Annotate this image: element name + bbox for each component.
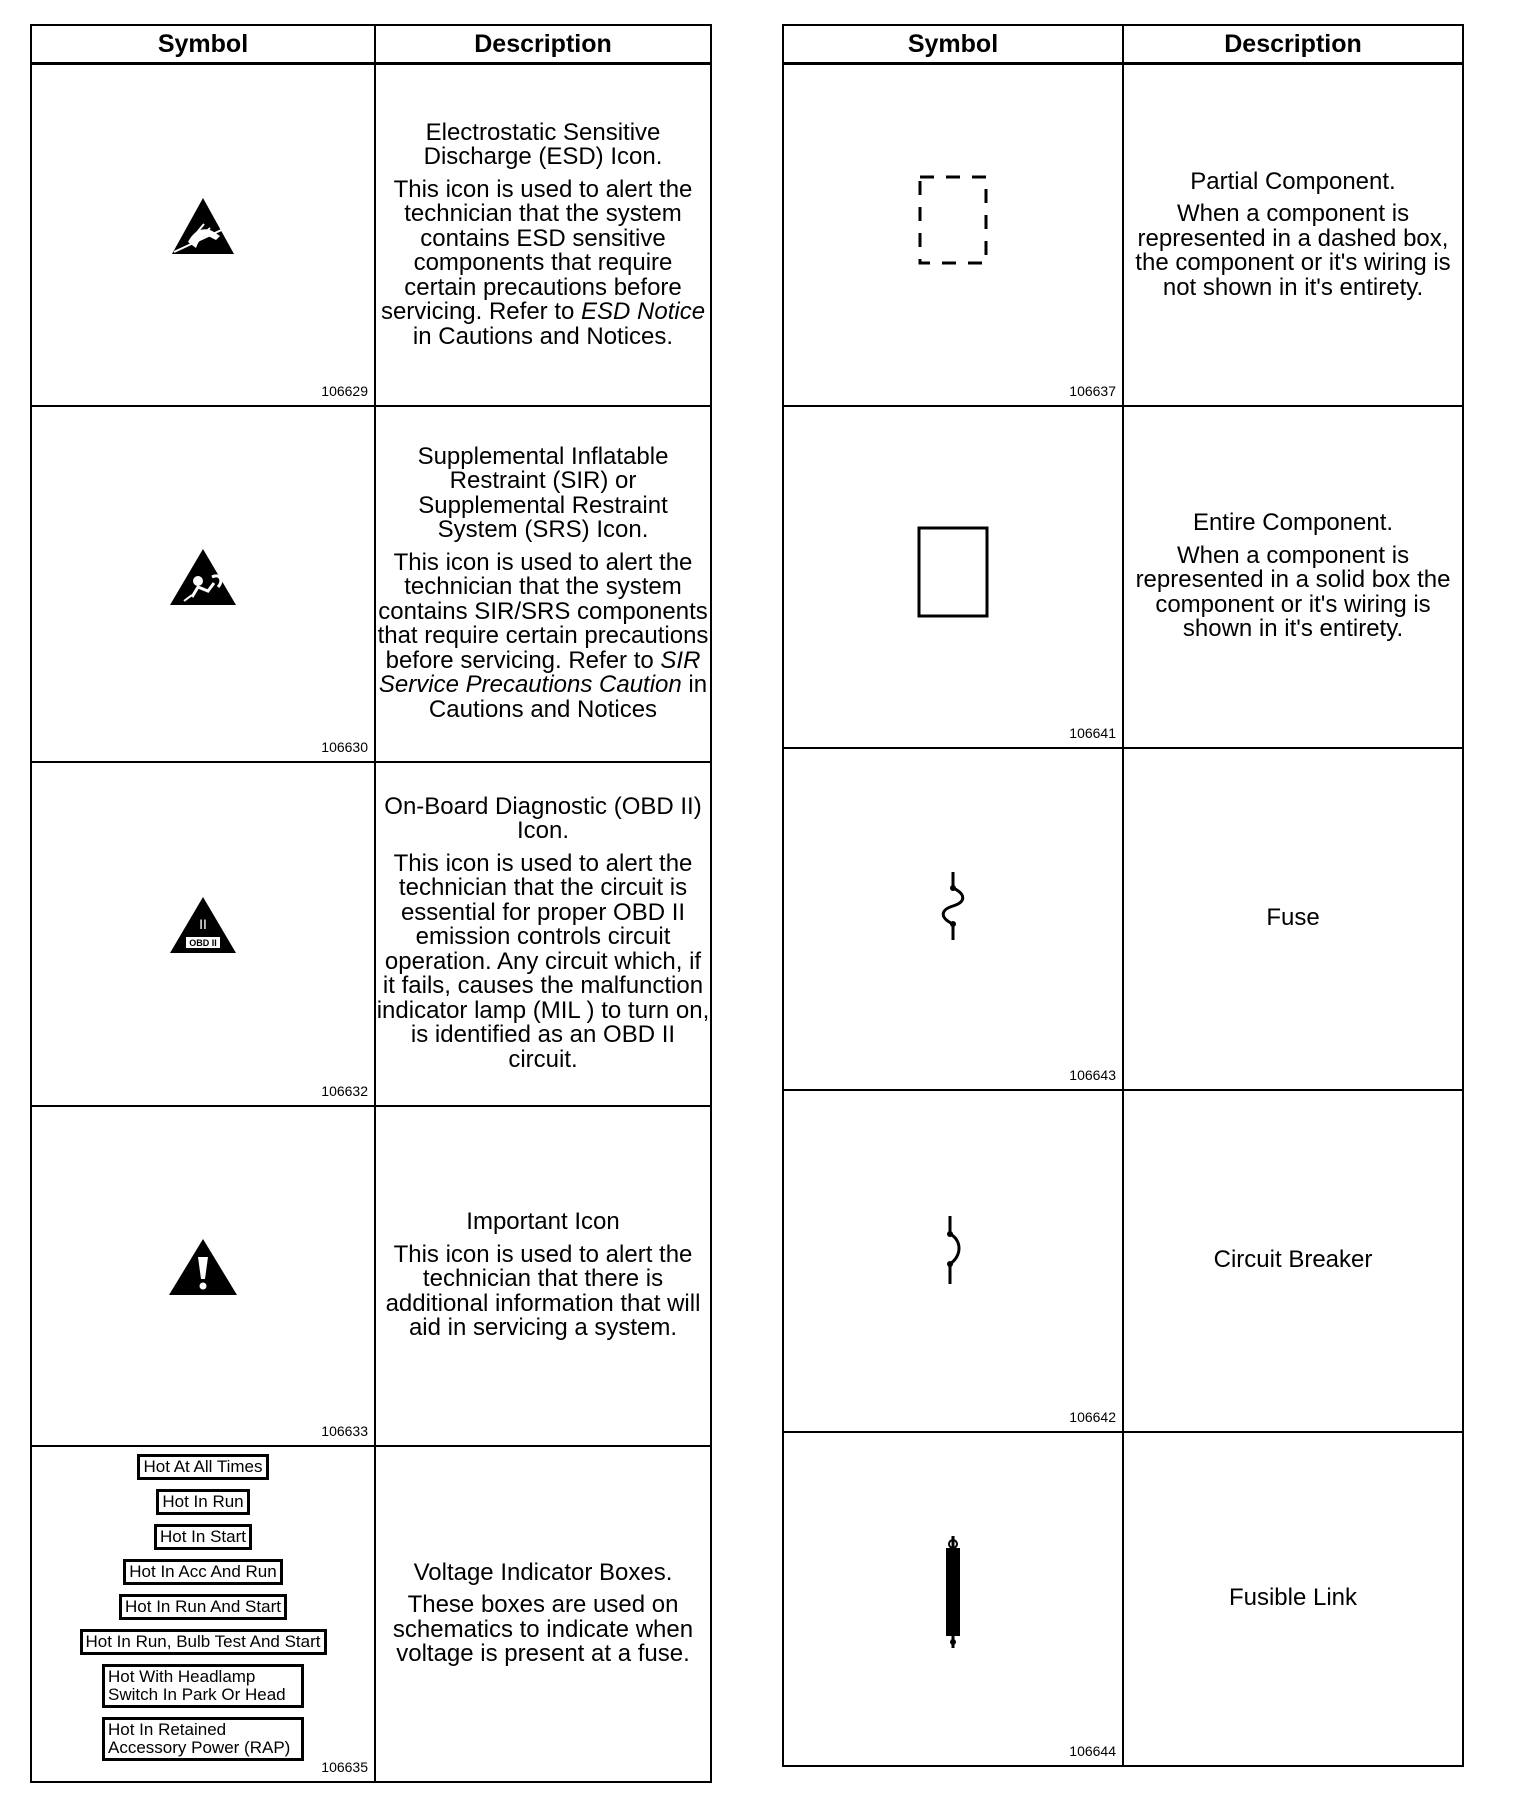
- description-body: These boxes are used on schematics to indicate when voltage is present at a fuse.: [392, 1591, 694, 1667]
- voltage-indicator-boxes: [32, 1450, 374, 1777]
- sir-airbag-triangle-icon: [168, 547, 238, 607]
- description-title: Electrostatic Sensitive Discharge (ESD) Icon.: [423, 118, 663, 170]
- table-row: [783, 64, 1463, 406]
- figure-reference-number: 106642: [1069, 1408, 1116, 1425]
- important-exclamation-triangle-icon: [167, 1237, 239, 1297]
- fuse-symbol-icon: [938, 870, 968, 942]
- description-column-header: Description: [375, 25, 711, 64]
- description-body: This icon is used to alert the technician that the circuit is essential for proper OBD II emission controls circuit operation. Any circuit which, if it fails, causes the malfunction indicator lamp (MIL ) to turn on, is identified as an OBD II circuit.: [376, 849, 710, 1073]
- description-title: Partial Component.: [1190, 167, 1396, 195]
- description-body: This icon is used to alert the technician that the system contains SIR/SRS components that require certain precautions before servicing. Refer to SIR Service Precautions Caution in Cautions and Notices: [377, 548, 709, 723]
- figure-reference-number: 106644: [1069, 1742, 1116, 1759]
- left-symbol-table: [30, 24, 712, 1783]
- table-row: [783, 406, 1463, 748]
- symbol-cell: [783, 406, 1123, 748]
- symbol-column-header: Symbol: [783, 25, 1123, 64]
- figure-reference-number: 106629: [321, 382, 368, 399]
- voltage-box: Hot At All Times: [137, 1454, 268, 1480]
- solid-box-icon: [917, 526, 989, 618]
- table-row: [783, 1432, 1463, 1766]
- voltage-box: Hot In Run, Bulb Test And Start: [80, 1629, 327, 1655]
- figure-reference-number: 106637: [1069, 382, 1116, 399]
- table-row: [783, 748, 1463, 1090]
- description-cell: [1123, 406, 1463, 748]
- description-cell: [375, 1446, 711, 1782]
- description-body: This icon is used to alert the technician that there is additional information that will aid in servicing a system.: [385, 1240, 701, 1342]
- voltage-box: Hot With Headlamp Switch In Park Or Head: [102, 1664, 304, 1708]
- description-body: When a component is represented in a solid box the component or it's wiring is shown in it's entirety.: [1135, 541, 1451, 643]
- figure-reference-number: 106641: [1069, 724, 1116, 741]
- description-cell: [1123, 64, 1463, 406]
- description-body: This icon is used to alert the technician that the system contains ESD sensitive components that require certain precautions before servicing. Refer to ESD Notice in Cautions and Notices.: [380, 175, 706, 350]
- description-title: Fuse: [1266, 904, 1320, 932]
- dashed-box-icon: [917, 174, 989, 266]
- esd-hand-triangle-icon: [170, 196, 236, 256]
- description-title: Fusible Link: [1228, 1584, 1358, 1612]
- table-row: [31, 762, 711, 1106]
- figure-reference-number: 106633: [321, 1422, 368, 1439]
- table-row: [31, 64, 711, 406]
- obd-icon-numeral: II: [199, 916, 207, 932]
- voltage-box: Hot In Run: [156, 1489, 249, 1515]
- description-cell: [1123, 748, 1463, 1090]
- voltage-box: Hot In Start: [154, 1524, 252, 1550]
- obd-ii-triangle-icon: [168, 895, 238, 955]
- description-title: On-Board Diagnostic (OBD II) Icon.: [384, 792, 702, 845]
- symbol-cell: [31, 406, 375, 762]
- description-cell: [375, 406, 711, 762]
- description-column-header: Description: [1123, 25, 1463, 64]
- obd-icon-label: OBD II: [189, 938, 217, 948]
- symbol-column-header: Symbol: [31, 25, 375, 64]
- description-cell: [375, 762, 711, 1106]
- description-title: Supplemental Inflatable Restraint (SIR) or Supplemental Restraint System (SRS) Icon.: [417, 442, 669, 544]
- fusible-link-symbol-icon: [938, 1534, 968, 1650]
- table-row: [31, 406, 711, 762]
- left-table-header-row: [31, 25, 711, 64]
- right-table-header-row: [783, 25, 1463, 64]
- symbol-cell: [783, 64, 1123, 406]
- table-row: [31, 1106, 711, 1446]
- symbol-cell: [31, 1106, 375, 1446]
- symbol-cell: [783, 1432, 1123, 1766]
- description-title: Important Icon: [466, 1208, 620, 1236]
- figure-reference-number: 106635: [321, 1758, 368, 1775]
- description-cell: [375, 1106, 711, 1446]
- figure-reference-number: 106630: [321, 738, 368, 755]
- circuit-breaker-symbol-icon: [938, 1214, 968, 1286]
- description-cell: [1123, 1432, 1463, 1766]
- voltage-box: Hot In Retained Accessory Power (RAP): [102, 1717, 304, 1761]
- right-symbol-table: [782, 24, 1464, 1767]
- symbol-cell: [783, 1090, 1123, 1432]
- description-title: Voltage Indicator Boxes.: [413, 1558, 673, 1586]
- table-row: [783, 1090, 1463, 1432]
- symbol-cell: [783, 748, 1123, 1090]
- description-body: When a component is represented in a dashed box, the component or it's wiring is not shown in it's entirety.: [1135, 200, 1451, 301]
- figure-reference-number: 106643: [1069, 1066, 1116, 1083]
- description-title: Entire Component.: [1192, 509, 1394, 537]
- description-title: Circuit Breaker: [1213, 1246, 1373, 1274]
- table-row: [31, 1446, 711, 1782]
- figure-reference-number: 106632: [321, 1082, 368, 1099]
- voltage-box: Hot In Run And Start: [119, 1594, 287, 1620]
- description-cell: [375, 64, 711, 406]
- symbol-cell: [31, 1446, 375, 1782]
- voltage-box: Hot In Acc And Run: [123, 1559, 282, 1585]
- description-cell: [1123, 1090, 1463, 1432]
- symbol-cell: [31, 64, 375, 406]
- symbol-cell: [31, 762, 375, 1106]
